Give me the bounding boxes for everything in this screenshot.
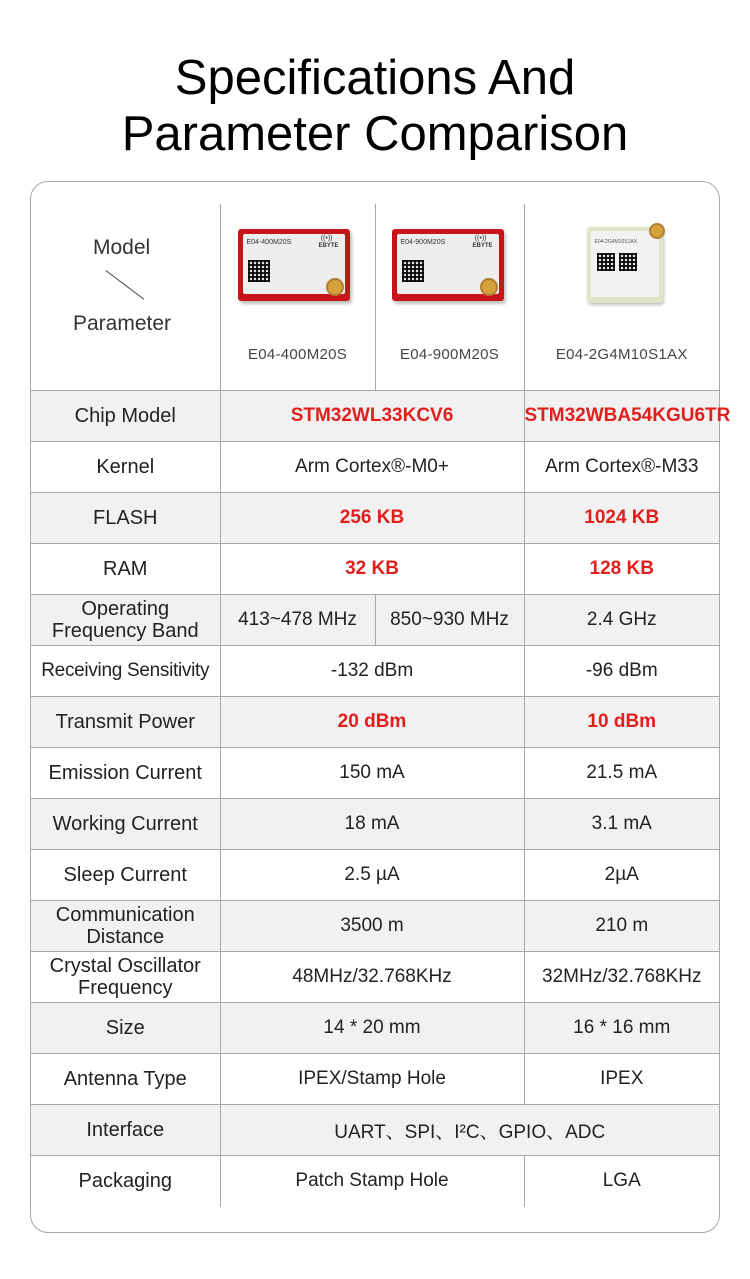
- row-label: Sleep Current: [31, 850, 220, 901]
- table-row: [31, 1105, 719, 1156]
- table-row: [31, 442, 719, 493]
- table-row: [31, 544, 719, 595]
- title-line-2: Parameter Comparison: [121, 107, 629, 161]
- row-label: [31, 952, 220, 1003]
- value-cell: 10 dBm: [524, 697, 719, 748]
- row-label: Emission Current: [31, 748, 220, 799]
- value-cell: 850~930 MHz: [375, 595, 524, 646]
- value-cell: UART、SPI、I²C、GPIO、ADC: [220, 1105, 719, 1156]
- diagonal-divider: [105, 270, 144, 300]
- value-cell: 2.5 µA: [220, 850, 524, 901]
- value-cell: IPEX: [524, 1054, 719, 1105]
- value-cell: Arm Cortex®-M0+: [220, 442, 524, 493]
- value-cell: 2µA: [524, 850, 719, 901]
- row-label: FLASH: [31, 493, 220, 544]
- table-row: [31, 646, 719, 697]
- value-cell: Patch Stamp Hole: [220, 1156, 524, 1207]
- product-name: E04-900M20S: [399, 346, 500, 363]
- product-name: E04-400M20S: [247, 346, 348, 363]
- value-cell: 256 KB: [220, 493, 524, 544]
- row-label-line: Crystal Oscillator: [49, 955, 201, 977]
- value-cell: 3.1 mA: [524, 799, 719, 850]
- value-cell: 21.5 mA: [524, 748, 719, 799]
- table-row: [31, 697, 719, 748]
- value-cell: -96 dBm: [524, 646, 719, 697]
- row-label-line: Distance: [86, 926, 165, 948]
- table-row: [31, 1003, 719, 1054]
- signal-icon: ((•)): [474, 235, 487, 242]
- row-label-line: Operating: [81, 598, 170, 620]
- value-cell: STM32WBA54KGU6TR: [524, 391, 719, 442]
- table-row: [31, 952, 719, 1003]
- row-label: Size: [31, 1003, 220, 1054]
- row-label-line: Frequency: [78, 977, 173, 999]
- qr-code-icon: [597, 253, 615, 271]
- table-row: [31, 1156, 719, 1207]
- product-cell-1: [220, 204, 375, 391]
- row-label: RAM: [31, 544, 220, 595]
- row-label: [31, 595, 220, 646]
- antenna-connector-icon: [649, 223, 665, 239]
- row-label-line: Frequency Band: [51, 620, 199, 642]
- value-cell: 32 KB: [220, 544, 524, 595]
- table-row: [31, 1054, 719, 1105]
- value-cell: Arm Cortex®-M33: [524, 442, 719, 493]
- row-label: Chip Model: [31, 391, 220, 442]
- row-label-line: Communication: [55, 904, 195, 926]
- header-row: [31, 204, 719, 391]
- module-brand: EBYTE: [472, 243, 493, 249]
- spec-table: [31, 204, 731, 1207]
- product-cell-3: [524, 204, 719, 391]
- value-cell: 20 dBm: [220, 697, 524, 748]
- value-cell: 150 mA: [220, 748, 524, 799]
- product-cell-2: [375, 204, 524, 391]
- value-cell: -132 dBm: [220, 646, 524, 697]
- antenna-connector-icon: [480, 278, 498, 296]
- table-row: [31, 901, 719, 952]
- model-parameter-cell: [31, 204, 220, 391]
- module-plate-label: E04-900M20S: [400, 239, 446, 246]
- signal-icon: ((•)): [320, 235, 333, 242]
- value-cell: 1024 KB: [524, 493, 719, 544]
- row-label: Packaging: [31, 1156, 220, 1207]
- row-label: Receiving Sensitivity: [31, 646, 220, 697]
- module-plate-label: E04-2G4M10S1AX: [594, 239, 638, 245]
- row-label: Interface: [31, 1105, 220, 1156]
- table-row: [31, 391, 719, 442]
- value-cell: 48MHz/32.768KHz: [220, 952, 524, 1003]
- value-cell: 32MHz/32.768KHz: [524, 952, 719, 1003]
- module-image-e04-400m20s: [238, 229, 350, 301]
- row-label: Transmit Power: [31, 697, 220, 748]
- module-brand: EBYTE: [318, 243, 339, 249]
- table-row: [31, 748, 719, 799]
- value-cell: 413~478 MHz: [220, 595, 375, 646]
- module-image-e04-900m20s: [392, 229, 504, 301]
- page-title: [0, 50, 750, 162]
- table-row: [31, 493, 719, 544]
- module-image-e04-2g4m10s1ax: [587, 227, 663, 303]
- product-name: E04-2G4M10S1AX: [555, 346, 688, 363]
- row-label: Antenna Type: [31, 1054, 220, 1105]
- parameter-label: Parameter: [73, 312, 172, 335]
- qr-code-icon: [402, 260, 424, 282]
- title-line-1: Specifications And: [174, 51, 576, 105]
- value-cell: 210 m: [524, 901, 719, 952]
- table-row: [31, 850, 719, 901]
- row-label: Kernel: [31, 442, 220, 493]
- antenna-connector-icon: [326, 278, 344, 296]
- qr-code-icon: [619, 253, 637, 271]
- table-row: [31, 595, 719, 646]
- value-cell: 14 * 20 mm: [220, 1003, 524, 1054]
- qr-code-icon: [248, 260, 270, 282]
- value-cell: 3500 m: [220, 901, 524, 952]
- model-label: Model: [93, 236, 151, 259]
- value-cell: 16 * 16 mm: [524, 1003, 719, 1054]
- value-cell: 2.4 GHz: [524, 595, 719, 646]
- value-cell: STM32WL33KCV6: [220, 391, 524, 442]
- module-plate-label: E04-400M20S: [246, 239, 292, 246]
- table-row: [31, 799, 719, 850]
- value-cell: 18 mA: [220, 799, 524, 850]
- row-label: [31, 901, 220, 952]
- row-label: Working Current: [31, 799, 220, 850]
- value-cell: LGA: [524, 1156, 719, 1207]
- value-cell: IPEX/Stamp Hole: [220, 1054, 524, 1105]
- value-cell: 128 KB: [524, 544, 719, 595]
